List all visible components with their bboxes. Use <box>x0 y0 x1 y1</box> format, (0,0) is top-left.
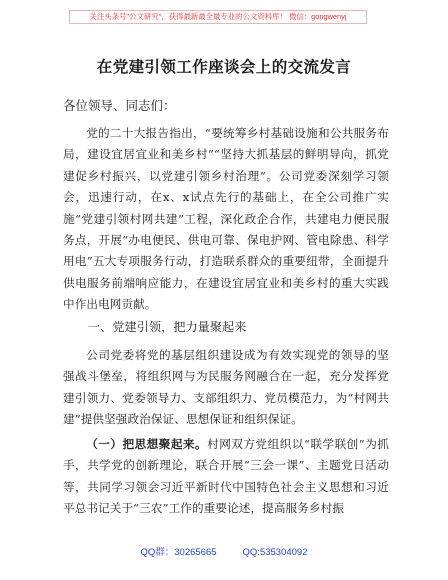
paragraph: 党的二十大报告指出，“要统筹乡村基础设施和公共服务布局，建设宜居宜业和美乡村”“坚持大抓基层的鲜明导向，抓党建促乡村振兴，以党建引领乡村治理”。公司党委深刻学习领会，迅速行动，在x、x试点先行的基础上，在全公司推广实施“党建引领村网共建”工程，深化政企合作，共建电力便民服务点，开展“办电便民、供电可靠、保电护网、管电除患、科学用电”五大专项服务行动，打造联系群众的重要纽带，全面提升供电服务前端响应能力，在建设宜居宜业和美乡村的重大实践中作出电网贡献。 <box>63 126 389 312</box>
paragraph: 公司党委将党的基层组织建设成为有效实现党的领导的坚强战斗堡垒，将组织网与为民服务网融合在一起，充分发挥党建引领力、党委领导力、支部组织力、党员模范力，为“村网共建”提供坚强政治保证、思想保证和组织保证。 <box>63 348 389 427</box>
header-banner: 关注头条号"公文研究"，获得最新最全最专业的公文资料库！ 微信：gongwenyj <box>69 10 367 24</box>
footer-qq-group: QQ群：30265665 <box>140 547 217 558</box>
footer-contact <box>0 544 448 558</box>
document-title: 在党建引领工作座谈会上的交流发言 <box>96 58 352 76</box>
subsection-heading: （一）把思想聚起来。 <box>86 437 208 451</box>
paragraph <box>63 434 389 520</box>
footer-qq: QQ:535304092 <box>242 547 308 558</box>
paragraph-text: 村网双方党组织以“联学联创”为抓手，共学党的创新理论，联合开展“三会一课”、主题党日活动等，共同学习领会习近平新时代中国特色社会主义思想和习近平总书记关于“三农”工作的重要论述，提高服务乡村振 <box>63 437 389 516</box>
section-heading: 一、党建引领，把力量聚起来 <box>88 320 247 334</box>
salutation: 各位领导、同志们： <box>63 98 176 113</box>
